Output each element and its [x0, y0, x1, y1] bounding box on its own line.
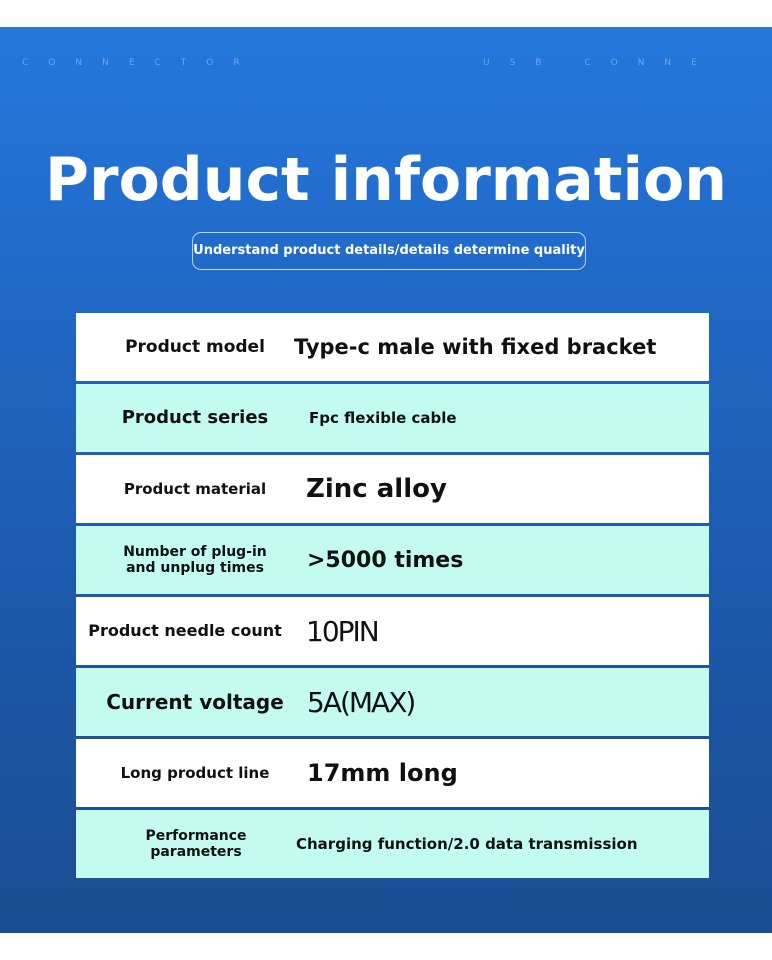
spec-label: Product material: [123, 480, 267, 498]
decorative-text-left: CONNECTOR: [22, 58, 260, 68]
spec-label: Performance parameters: [145, 828, 247, 860]
subtitle-badge: Understand product details/details determine quality: [192, 232, 586, 270]
spec-label: Number of plug-in and unplug times: [123, 544, 267, 576]
spec-row-series: [76, 384, 709, 452]
spec-value: >5000 times: [307, 547, 464, 573]
banner-panel: [0, 27, 772, 933]
spec-value: 10PIN: [306, 614, 378, 648]
spec-label: Product model: [125, 337, 265, 357]
spec-label: Product series: [121, 407, 269, 428]
spec-label: Long product line: [120, 764, 270, 782]
spec-label: Product needle count: [88, 621, 282, 640]
spec-value: Charging function/2.0 data transmission: [296, 835, 638, 853]
spec-table: [76, 313, 709, 881]
spec-value: Type-c male with fixed bracket: [294, 335, 657, 359]
spec-row-needle-count: [76, 597, 709, 665]
spec-row-model: [76, 313, 709, 381]
spec-value: Zinc alloy: [306, 474, 447, 504]
spec-row-plug-cycles: [76, 526, 709, 594]
spec-row-line-length: [76, 739, 709, 807]
spec-value: Fpc flexible cable: [309, 409, 457, 427]
spec-value: 5A(MAX): [307, 685, 415, 719]
spec-row-performance: [76, 810, 709, 878]
spec-value: 17mm long: [307, 759, 458, 787]
spec-row-material: [76, 455, 709, 523]
page-title: Product information: [45, 145, 727, 215]
decorative-text-right: USB CONNE: [483, 58, 717, 68]
spec-label: Current voltage: [106, 690, 284, 714]
spec-row-current-voltage: [76, 668, 709, 736]
